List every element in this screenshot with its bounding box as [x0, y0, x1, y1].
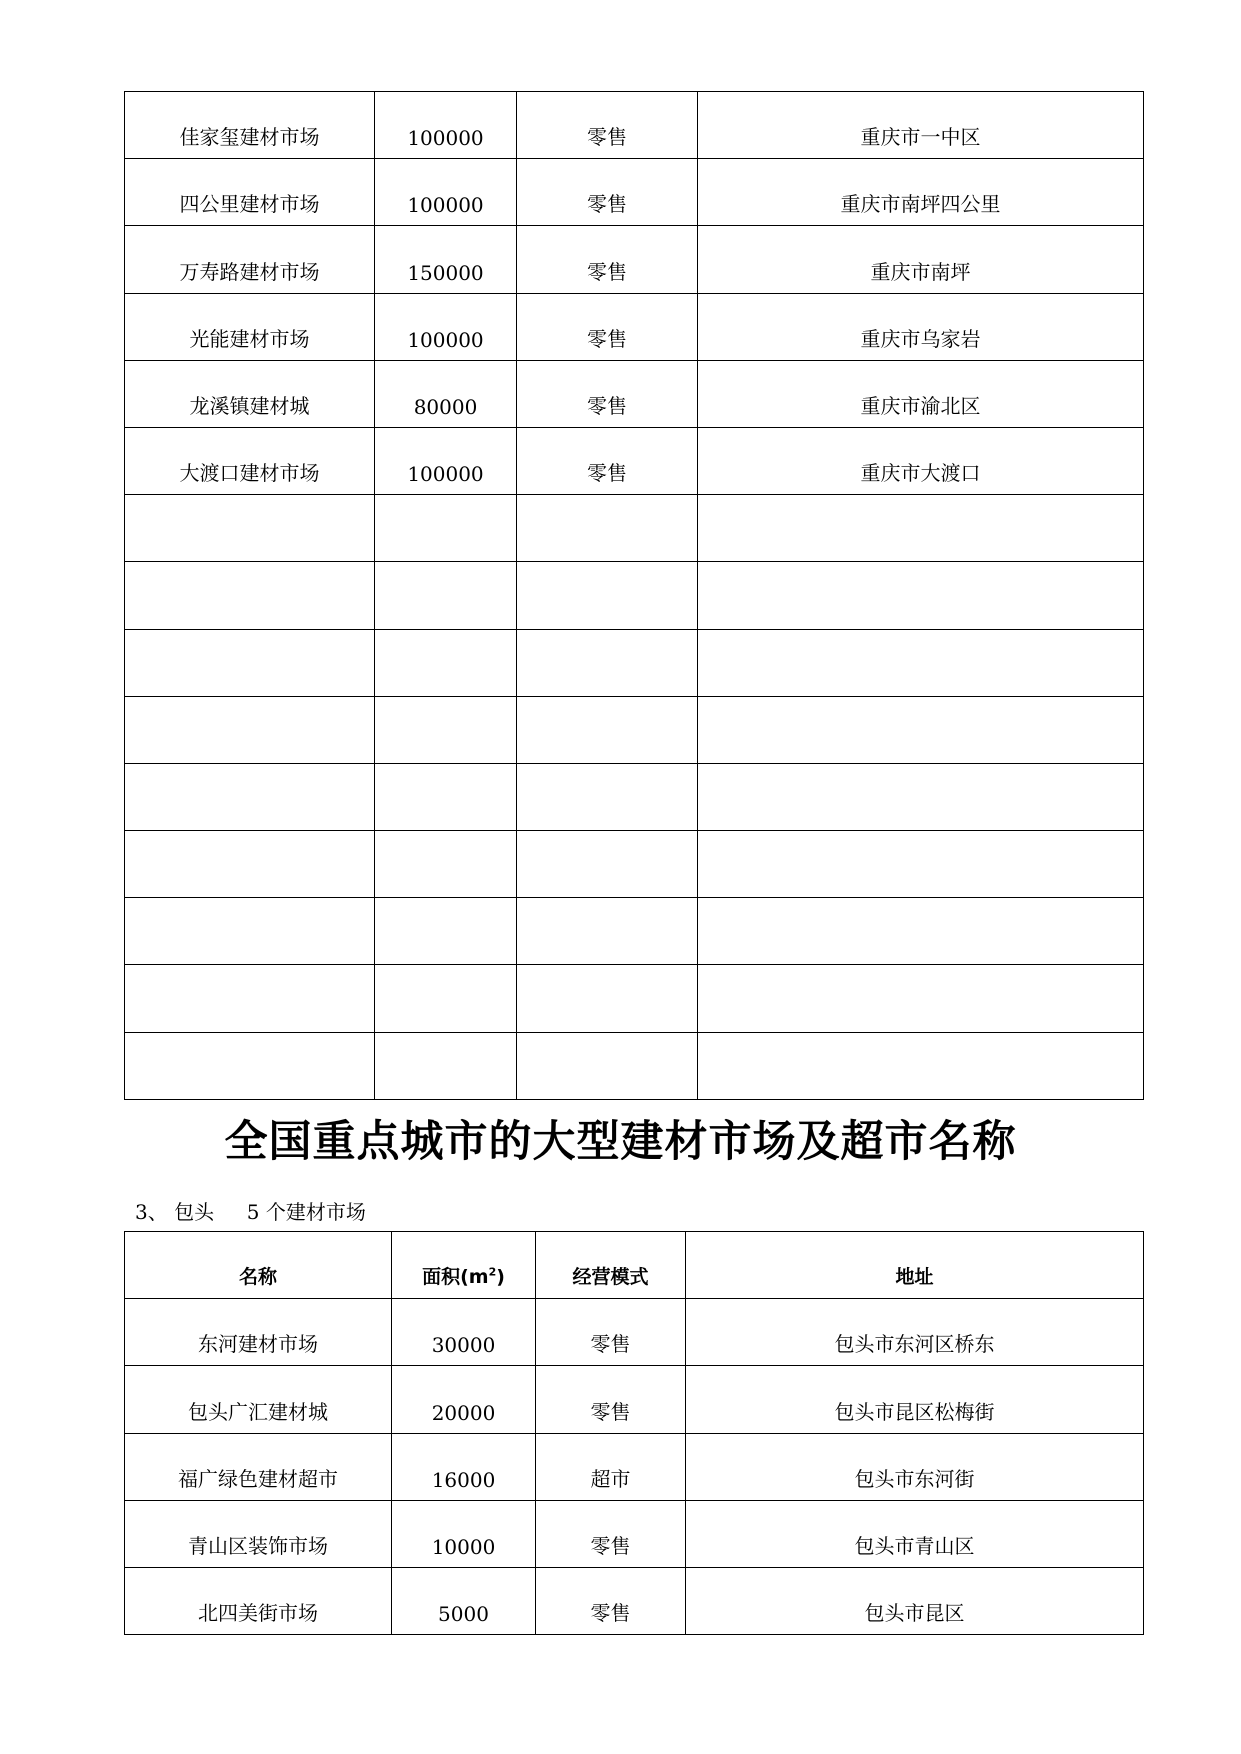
header-name: 名称 [125, 1232, 392, 1299]
cell-mode: 零售 [536, 1500, 686, 1567]
cell-area: 5000 [392, 1567, 536, 1634]
cell-mode [517, 763, 698, 830]
cell-name: 福广绿色建材超市 [125, 1433, 392, 1500]
cell-mode [517, 495, 698, 562]
cell-address: 重庆市渝北区 [698, 360, 1144, 427]
cell-address [698, 1032, 1144, 1099]
cell-area [375, 898, 517, 965]
table-row [125, 427, 1144, 494]
cell-address: 重庆市南坪四公里 [698, 159, 1144, 226]
cell-name [125, 831, 375, 898]
cell-area: 100000 [375, 159, 517, 226]
cell-address [698, 696, 1144, 763]
cell-mode [517, 696, 698, 763]
table-row [125, 898, 1144, 965]
cell-name [125, 629, 375, 696]
table-row [125, 965, 1144, 1032]
cell-name: 包头广汇建材城 [125, 1366, 392, 1433]
cell-area: 20000 [392, 1366, 536, 1433]
top-market-table [124, 91, 1144, 1100]
cell-name: 四公里建材市场 [125, 159, 375, 226]
cell-area [375, 696, 517, 763]
cell-address [698, 629, 1144, 696]
table-row [125, 562, 1144, 629]
cell-area: 150000 [375, 226, 517, 293]
table-row [125, 1366, 1144, 1433]
cell-mode: 超市 [536, 1433, 686, 1500]
table-row [125, 1433, 1144, 1500]
cell-mode: 零售 [536, 1366, 686, 1433]
cell-address: 重庆市大渡口 [698, 427, 1144, 494]
cell-mode: 零售 [517, 159, 698, 226]
cell-mode [517, 562, 698, 629]
header-mode: 经营模式 [536, 1232, 686, 1299]
cell-address [698, 898, 1144, 965]
cell-address: 重庆市一中区 [698, 92, 1144, 159]
cell-name [125, 1032, 375, 1099]
cell-mode: 零售 [517, 360, 698, 427]
cell-area: 16000 [392, 1433, 536, 1500]
cell-name [125, 898, 375, 965]
table-row [125, 629, 1144, 696]
table-row [125, 293, 1144, 360]
table-row [125, 360, 1144, 427]
cell-mode: 零售 [517, 226, 698, 293]
table-row [125, 831, 1144, 898]
table-row [125, 696, 1144, 763]
header-area: 面积$(m^2)$ [392, 1232, 536, 1299]
cell-address: 包头市青山区 [686, 1500, 1144, 1567]
cell-name: 大渡口建材市场 [125, 427, 375, 494]
cell-area: 100000 [375, 92, 517, 159]
cell-address: 重庆市南坪 [698, 226, 1144, 293]
cell-name: 光能建材市场 [125, 293, 375, 360]
page-title: 全国重点城市的大型建材市场及超市名称 [224, 1117, 1017, 1167]
table-row [125, 495, 1144, 562]
table-row [125, 1500, 1144, 1567]
cell-address: 包头市东河区桥东 [686, 1299, 1144, 1366]
cell-mode: 零售 [517, 293, 698, 360]
cell-address [698, 965, 1144, 1032]
cell-name [125, 562, 375, 629]
cell-address: 包头市昆区松梅街 [686, 1366, 1144, 1433]
cell-mode: 零售 [536, 1299, 686, 1366]
section-label: 3、 包头 5 个建材市场 [135, 1200, 366, 1224]
cell-address [698, 495, 1144, 562]
cell-mode: 零售 [517, 427, 698, 494]
cell-name: 佳家玺建材市场 [125, 92, 375, 159]
cell-area [375, 1032, 517, 1099]
cell-mode [517, 898, 698, 965]
cell-name [125, 763, 375, 830]
cell-mode [517, 629, 698, 696]
cell-mode: 零售 [517, 92, 698, 159]
cell-area: 80000 [375, 360, 517, 427]
table-header-row [125, 1232, 1144, 1299]
cell-address [698, 763, 1144, 830]
cell-area [375, 495, 517, 562]
baotou-market-table [124, 1231, 1144, 1635]
table-row [125, 1032, 1144, 1099]
table-row [125, 1567, 1144, 1634]
cell-area: 100000 [375, 293, 517, 360]
cell-address: 包头市东河街 [686, 1433, 1144, 1500]
cell-mode [517, 1032, 698, 1099]
cell-name: 青山区装饰市场 [125, 1500, 392, 1567]
table-row [125, 226, 1144, 293]
cell-address: 包头市昆区 [686, 1567, 1144, 1634]
cell-name [125, 696, 375, 763]
cell-name: 北四美街市场 [125, 1567, 392, 1634]
cell-area: 100000 [375, 427, 517, 494]
header-address: 地址 [686, 1232, 1144, 1299]
cell-mode [517, 965, 698, 1032]
cell-area [375, 562, 517, 629]
cell-area [375, 629, 517, 696]
top-table-body [125, 92, 1144, 1100]
cell-name: 万寿路建材市场 [125, 226, 375, 293]
cell-area: 10000 [392, 1500, 536, 1567]
cell-area [375, 965, 517, 1032]
bottom-table-body [125, 1299, 1144, 1635]
cell-name: 龙溪镇建材城 [125, 360, 375, 427]
table-row [125, 92, 1144, 159]
cell-address [698, 562, 1144, 629]
table-row [125, 1299, 1144, 1366]
table-row [125, 159, 1144, 226]
cell-address: 重庆市乌家岩 [698, 293, 1144, 360]
cell-area [375, 763, 517, 830]
table-row [125, 763, 1144, 830]
cell-name: 东河建材市场 [125, 1299, 392, 1366]
cell-name [125, 965, 375, 1032]
cell-area: 30000 [392, 1299, 536, 1366]
cell-mode [517, 831, 698, 898]
cell-mode: 零售 [536, 1567, 686, 1634]
cell-area [375, 831, 517, 898]
cell-name [125, 495, 375, 562]
cell-address [698, 831, 1144, 898]
